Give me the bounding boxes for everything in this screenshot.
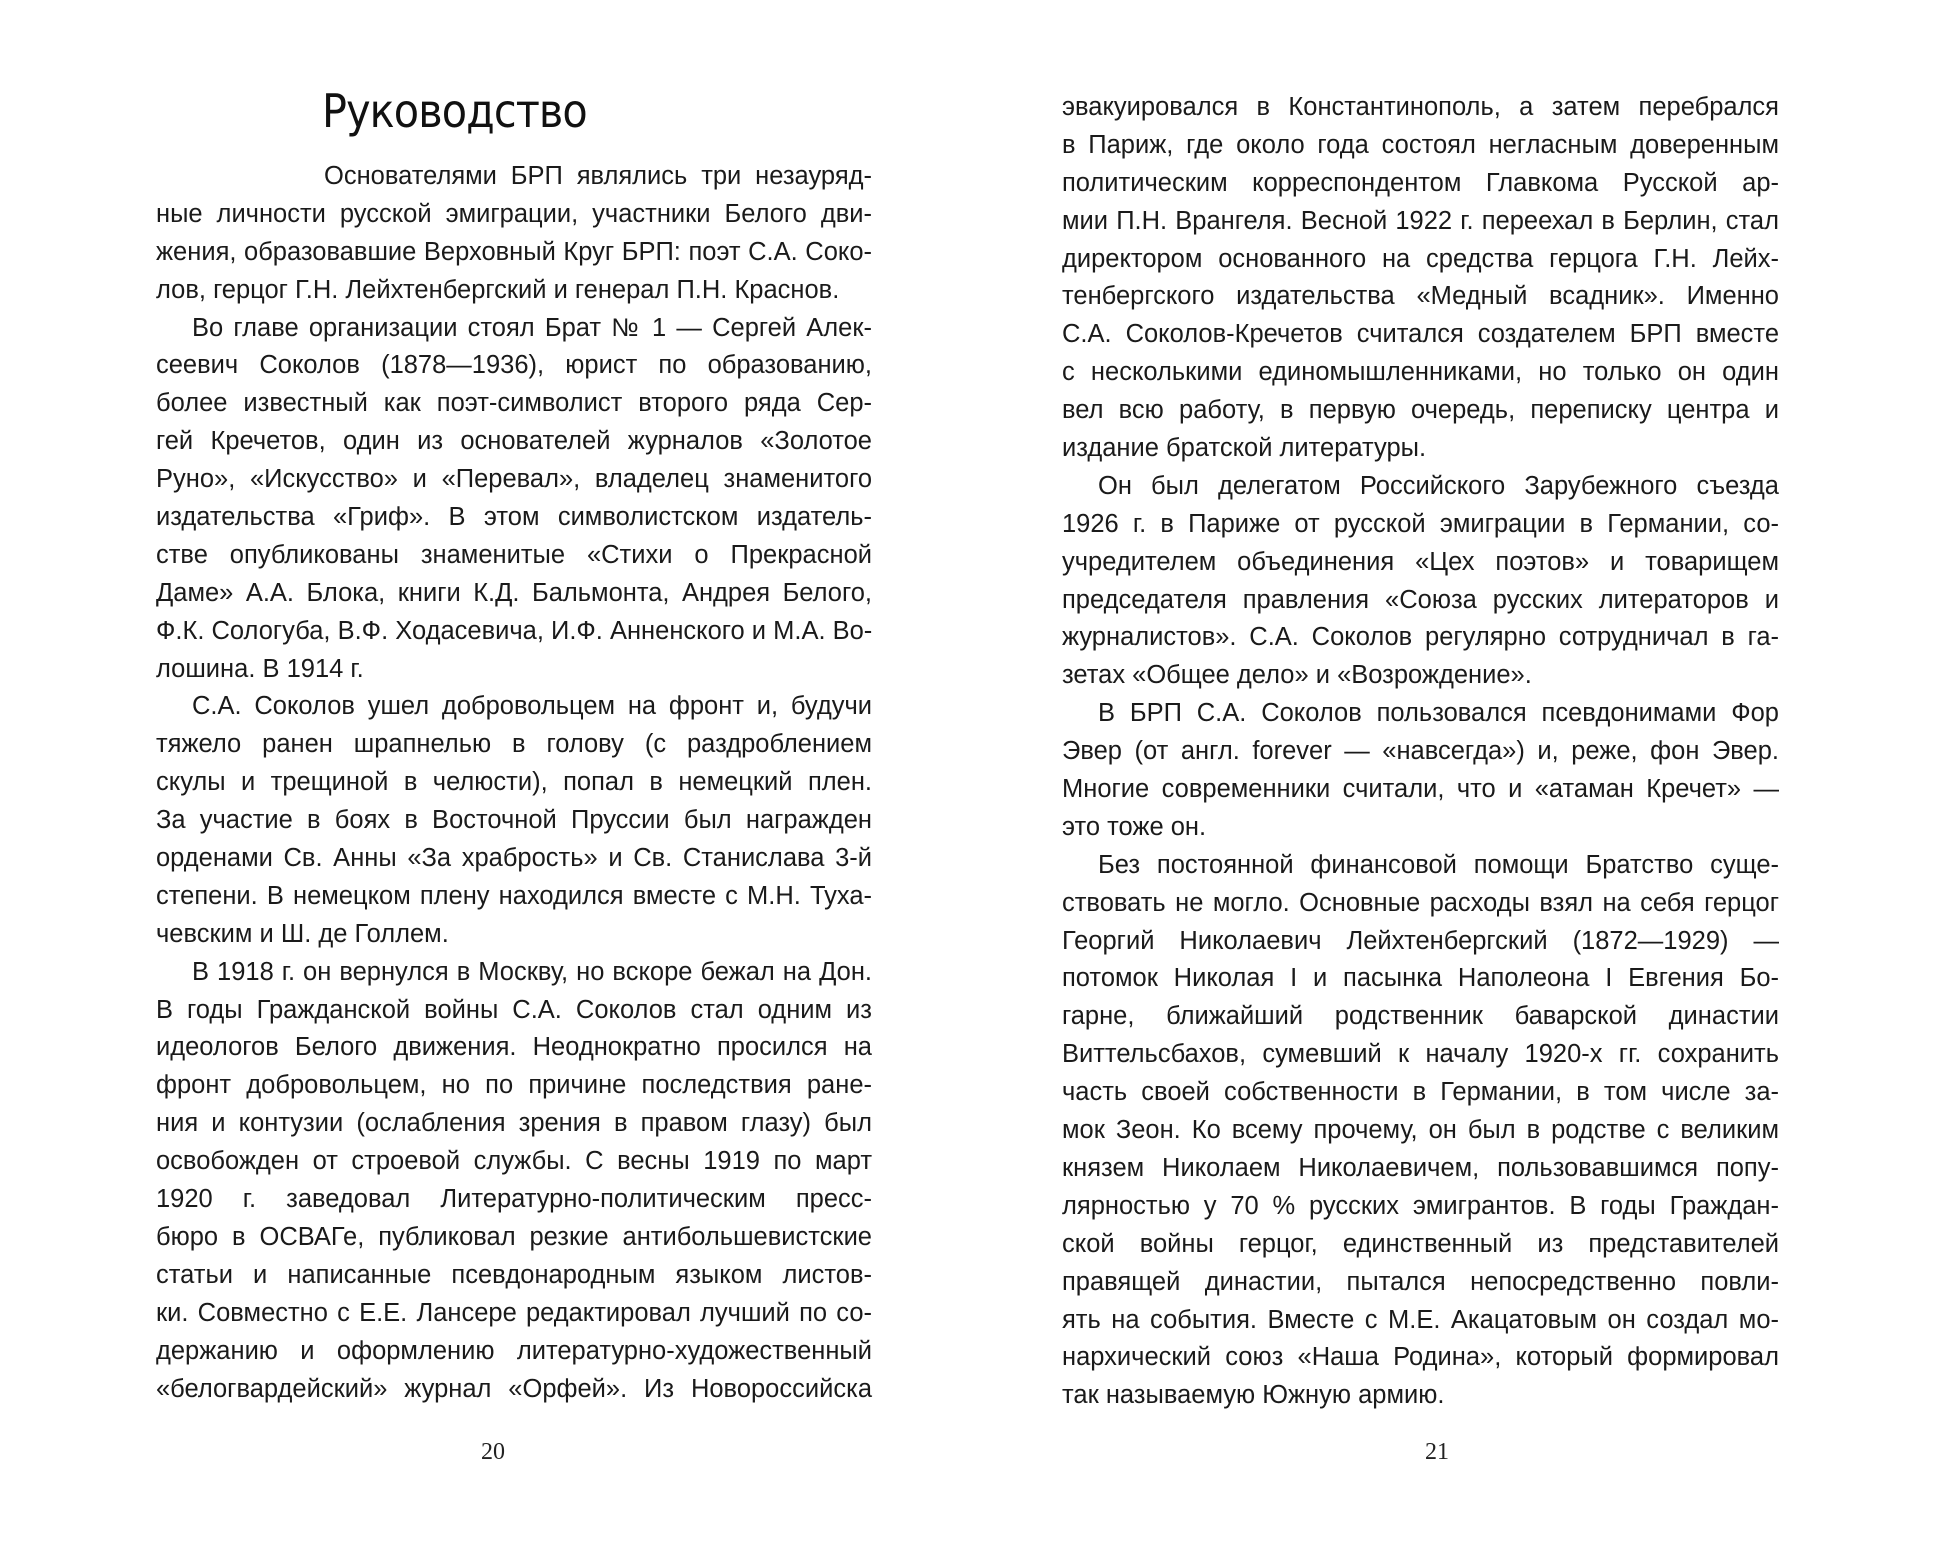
text-line: Даме» А.А. Блока, книги К.Д. Бальмонта, Андрея Белого, bbox=[156, 578, 872, 607]
text-line: «белогвардейский» журнал «Орфей». Из Новороссийска bbox=[156, 1374, 872, 1403]
text-line: Многие современники считали, что и «атаман Кречет» — bbox=[1062, 775, 1779, 804]
text-line: ки. Совместно с Е.Е. Лансере редактировал лучший по со- bbox=[156, 1298, 872, 1327]
text-line: Руно», «Искусство» и «Перевал», владелец знаменитого bbox=[156, 465, 872, 494]
text-line: С.А. Соколов-Кречетов считался создателем БРП вместе bbox=[1062, 320, 1779, 349]
text-line: правящей династии, пытался непосредственно повли- bbox=[1062, 1267, 1779, 1296]
text-line: зетах «Общее дело» и «Возрождение». bbox=[1062, 661, 1532, 690]
text-line: мии П.Н. Врангеля. Весной 1922 г. переехал в Берлин, стал bbox=[1062, 206, 1779, 235]
text-line: Он был делегатом Российского Зарубежного съезда bbox=[1098, 471, 1779, 500]
text-line: 1920 г. заведовал Литературно-политическим пресс- bbox=[156, 1185, 872, 1214]
text-line: князем Николаем Николаевичем, пользовавшимся попу- bbox=[1062, 1153, 1779, 1182]
text-line: мок Зеон. Ко всему прочему, он был в родстве с великим bbox=[1062, 1116, 1779, 1145]
text-line: вел всю работу, в первую очередь, переписку центра и bbox=[1062, 396, 1779, 425]
text-line: более известный как поэт-символист второго ряда Сер- bbox=[156, 389, 872, 418]
text-line: С.А. Соколов ушел добровольцем на фронт и, будучи bbox=[192, 692, 872, 721]
page-number-right: 21 bbox=[1425, 1439, 1449, 1465]
text-line: Виттельсбахов, сумевший к началу 1920-х гг. сохранить bbox=[1062, 1040, 1779, 1069]
text-line: лошина. В 1914 г. bbox=[156, 654, 364, 683]
text-line: эвакуировался в Константинополь, а затем перебрался bbox=[1062, 93, 1779, 121]
text-line: ния и контузии (ослабления зрения в правом глазу) был bbox=[156, 1109, 872, 1138]
text-line: жения, образовавшие Верховный Круг БРП: поэт С.А. Соко- bbox=[156, 237, 872, 266]
text-line: Георгий Николаевич Лейхтенбергский (1872—1929) — bbox=[1062, 926, 1779, 955]
text-line: лярностью у 70 % русских эмигрантов. В годы Граждан- bbox=[1062, 1191, 1779, 1220]
text-line: ные личности русской эмиграции, участники Белого дви- bbox=[156, 199, 872, 228]
text-line: тяжело ранен шрапнелью в голову (с раздроблением bbox=[156, 730, 872, 759]
text-line: идеологов Белого движения. Неоднократно просился на bbox=[156, 1033, 872, 1062]
text-line: чевским и Ш. де Голлем. bbox=[156, 919, 449, 948]
text-line: Основателями БРП являлись три незауряд- bbox=[324, 162, 872, 190]
text-line: Во главе организации стоял Брат № 1 — Сергей Алек- bbox=[192, 313, 872, 342]
text-line: В БРП С.А. Соколов пользовался псевдонимами Фор bbox=[1098, 699, 1779, 728]
text-line: издательства «Гриф». В этом символистском издатель- bbox=[156, 503, 872, 532]
text-line: издание братской литературы. bbox=[1062, 434, 1427, 463]
text-line: В 1918 г. он вернулся в Москву, но вскоре бежал на Дон. bbox=[192, 957, 872, 986]
text-line: гарне, ближайший родственник баварской династии bbox=[1062, 1002, 1779, 1031]
text-line: сеевич Соколов (1878—1936), юрист по образованию, bbox=[156, 351, 872, 380]
text-line: В годы Гражданской войны С.А. Соколов стал одним из bbox=[156, 995, 872, 1024]
text-line: скулы и трещиной в челюсти), попал в немецкий плен. bbox=[156, 768, 872, 797]
text-line: держанию и оформлению литературно-художественный bbox=[156, 1336, 872, 1365]
page-number-left: 20 bbox=[481, 1439, 505, 1465]
text-line: в Париж, где около года состоял негласным доверенным bbox=[1062, 130, 1779, 159]
text-line: Эвер (от англ. forever — «навсегда») и, реже, фон Эвер. bbox=[1062, 737, 1779, 766]
text-line: лов, герцог Г.Н. Лейхтенбергский и генерал П.Н. Краснов. bbox=[156, 275, 840, 304]
text-line: стве опубликованы знаменитые «Стихи о Прекрасной bbox=[156, 540, 872, 569]
text-line: с несколькими единомышленниками, но только он один bbox=[1062, 358, 1779, 387]
text-line: председателя правления «Союза русских литераторов и bbox=[1062, 585, 1779, 614]
text-line: 1926 г. в Париже от русской эмиграции в Германии, со- bbox=[1062, 509, 1779, 538]
text-line: часть своей собственности в Германии, в том числе за- bbox=[1062, 1078, 1779, 1107]
text-line: так называемую Южную армию. bbox=[1062, 1381, 1445, 1410]
text-line: фронт добровольцем, но по причине последствия ране- bbox=[156, 1071, 872, 1100]
right-page-body bbox=[1062, 89, 1779, 1415]
text-line: это тоже он. bbox=[1062, 812, 1207, 841]
text-line: Ф.К. Сологуба, В.Ф. Ходасевича, И.Ф. Анненского и М.А. Во- bbox=[156, 616, 873, 645]
text-line: статьи и написанные псевдонародным языком листов- bbox=[156, 1260, 872, 1289]
text-line: ской войны герцог, единственный из представителей bbox=[1062, 1229, 1779, 1258]
text-line: учредителем объединения «Цех поэтов» и товарищем bbox=[1062, 547, 1779, 576]
right-page bbox=[967, 0, 1934, 1546]
text-line: директором основанного на средства герцога Г.Н. Лейх- bbox=[1062, 244, 1779, 273]
text-line: Без постоянной финансовой помощи Братство суще- bbox=[1098, 850, 1779, 879]
text-line: орденами Св. Анны «За храбрость» и Св. Станислава 3-й bbox=[156, 844, 872, 873]
text-line: политическим корреспондентом Главкома Русской ар- bbox=[1062, 168, 1779, 197]
text-line: тенбергского издательства «Медный всадник». Именно bbox=[1062, 282, 1779, 311]
text-line: освобожден от строевой службы. С весны 1919 по март bbox=[156, 1147, 872, 1176]
left-page-body bbox=[156, 158, 872, 1408]
text-line: потомок Николая I и пасынка Наполеона I Евгения Бо- bbox=[1062, 964, 1779, 993]
text-line: журналистов». С.А. Соколов регулярно сотрудничал в га- bbox=[1062, 623, 1779, 652]
text-line: ствовать не могло. Основные расходы взял на себя герцог bbox=[1062, 888, 1779, 917]
text-line: степени. В немецком плену находился вместе с М.Н. Туха- bbox=[156, 881, 872, 910]
chapter-heading: Руководство bbox=[322, 84, 587, 138]
text-line: За участие в боях в Восточной Пруссии был награжден bbox=[156, 806, 872, 835]
text-line: нархический союз «Наша Родина», который формировал bbox=[1062, 1343, 1779, 1372]
text-line: гей Кречетов, один из основателей журналов «Золотое bbox=[156, 427, 872, 456]
text-line: бюро в ОСВАГе, публиковал резкие антибольшевистские bbox=[156, 1222, 872, 1251]
text-line: ять на события. Вместе с М.Е. Акацатовым он создал мо- bbox=[1062, 1305, 1779, 1334]
